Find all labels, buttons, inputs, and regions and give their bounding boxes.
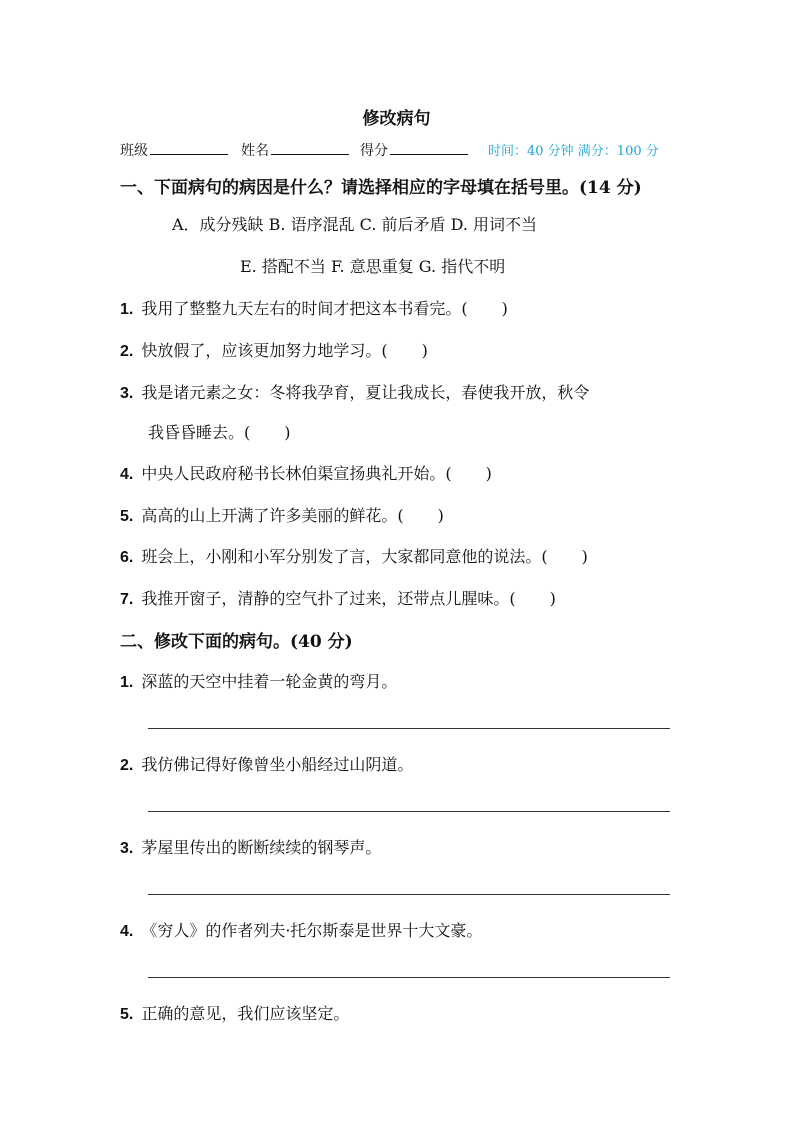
s2-question-4	[120, 918, 482, 941]
s1-question-4	[120, 461, 492, 484]
question-text: 茅屋里传出的断断续续的钢琴声。	[141, 838, 382, 857]
question-number: 2.	[120, 343, 134, 360]
name-field	[241, 140, 349, 160]
question-number: 5.	[120, 1006, 134, 1023]
answer-line-2[interactable]	[148, 811, 670, 812]
question-number: 7.	[120, 591, 134, 608]
question-number: 6.	[120, 549, 134, 566]
s1-question-1	[120, 296, 508, 319]
s1-question-5	[120, 503, 444, 526]
paren-close: )	[284, 423, 291, 442]
section1-heading: 一、下面病句的病因是什么？请选择相应的字母填在括号里。(14 分)	[120, 178, 642, 198]
question-text: 班会上，小刚和小军分别发了言，大家都同意他的说法。(	[141, 547, 548, 566]
time-score-meta: 时间：40 分钟 满分：100 分	[488, 144, 659, 159]
score-label: 得分	[360, 143, 388, 159]
name-blank[interactable]	[271, 140, 349, 155]
score-field	[360, 140, 468, 160]
name-label: 姓名	[241, 143, 269, 159]
s1-question-3	[120, 380, 589, 403]
s1-question-7	[120, 586, 556, 609]
question-text: 我是诸元素之女：冬将我孕育，夏让我成长，春使我开放，秋令	[141, 383, 590, 402]
question-number: 1.	[120, 301, 134, 318]
question-text: 中央人民政府秘书长林伯渠宣扬典礼开始。(	[141, 464, 452, 483]
question-text: 正确的意见，我们应该坚定。	[141, 1004, 350, 1023]
class-label: 班级	[120, 143, 148, 159]
class-field	[120, 140, 228, 160]
answer-line-4[interactable]	[148, 977, 670, 978]
question-text: 我用了整整九天左右的时间才把这本书看完。(	[141, 299, 468, 318]
answer-line-1[interactable]	[148, 728, 670, 729]
class-blank[interactable]	[150, 140, 228, 155]
question-text-cont: 我昏昏睡去。(	[148, 423, 251, 442]
paren-close: )	[421, 341, 428, 360]
question-text: 高高的山上开满了许多美丽的鲜花。(	[141, 506, 404, 525]
section2-heading: 二、修改下面的病句。(40 分)	[120, 632, 353, 652]
question-text: 快放假了，应该更加努力地学习。(	[141, 341, 388, 360]
question-number: 2.	[120, 757, 134, 774]
paren-close: )	[501, 299, 508, 318]
options-row-1: A．成分残缺 B. 语序混乱 C. 前后矛盾 D. 用词不当	[172, 215, 538, 234]
question-text: 《穷人》的作者列夫·托尔斯泰是世界十大文豪。	[141, 921, 483, 940]
question-number: 4.	[120, 923, 134, 940]
paren-close: )	[549, 589, 556, 608]
s2-question-2	[120, 752, 413, 775]
question-number: 5.	[120, 508, 134, 525]
s2-question-1	[120, 669, 397, 692]
answer-line-3[interactable]	[148, 894, 670, 895]
paren-close: )	[437, 506, 444, 525]
page-title: 修改病句	[362, 109, 431, 129]
paren-close: )	[485, 464, 492, 483]
s2-question-3	[120, 835, 381, 858]
question-text: 深蓝的天空中挂着一轮金黄的弯月。	[141, 672, 398, 691]
s1-question-3-cont	[148, 420, 291, 443]
s1-question-2	[120, 338, 428, 361]
s2-question-5	[120, 1001, 349, 1024]
s1-question-6	[120, 544, 588, 567]
question-text: 我推开窗子，清静的空气扑了过来，还带点儿腥味。(	[141, 589, 516, 608]
question-number: 4.	[120, 466, 134, 483]
paren-close: )	[581, 547, 588, 566]
question-number: 1.	[120, 674, 134, 691]
options-row-2: E. 搭配不当 F. 意思重复 G. 指代不明	[240, 257, 506, 276]
question-text: 我仿佛记得好像曾坐小船经过山阴道。	[141, 755, 414, 774]
question-number: 3.	[120, 840, 134, 857]
question-number: 3.	[120, 385, 134, 402]
score-blank[interactable]	[390, 140, 468, 155]
